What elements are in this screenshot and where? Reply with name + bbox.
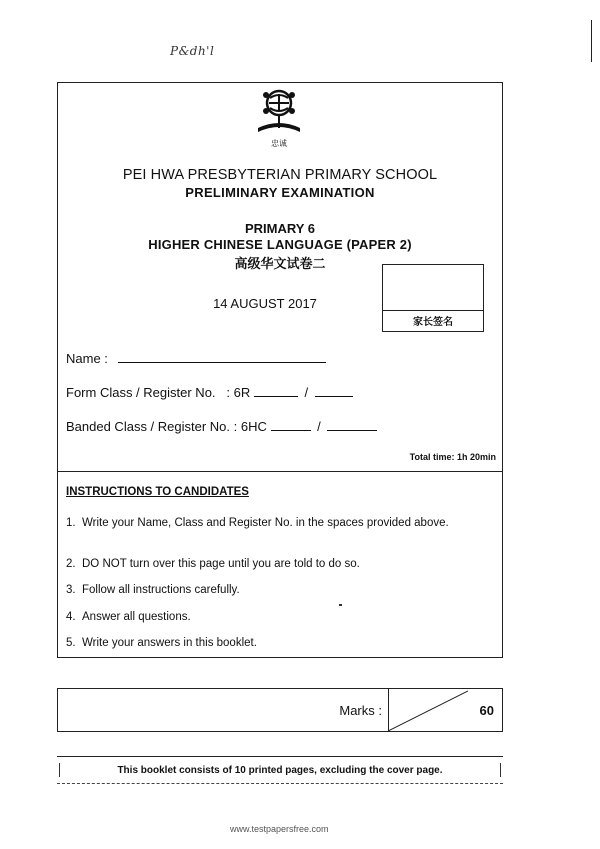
- parent-signature-box[interactable]: [382, 264, 484, 332]
- school-motto: 忠诚: [271, 139, 287, 148]
- banded-class-field: [66, 418, 377, 434]
- notice-text: This booklet consists of 10 printed pages, excluding the cover page.: [117, 765, 443, 776]
- form-class-label: Form Class / Register No. : 6R: [66, 385, 251, 400]
- form-register-input-line[interactable]: [315, 384, 353, 397]
- banded-class-label: Banded Class / Register No. : 6HC: [66, 419, 267, 434]
- instruction-text: Answer all questions.: [82, 611, 191, 623]
- instruction-number: 4.: [66, 611, 76, 623]
- paper-subject: HIGHER CHINESE LANGUAGE (PAPER 2): [148, 237, 412, 252]
- instruction-text: Write your Name, Class and Register No. in the spaces provided above.: [82, 517, 449, 529]
- instruction-number: 5.: [66, 637, 76, 649]
- instruction-item: [66, 583, 486, 597]
- stray-mark: [339, 604, 342, 606]
- total-time: Total time: 1h 20min: [409, 452, 496, 462]
- handwritten-mark: P&dh'l: [170, 44, 215, 58]
- page-count-notice: [57, 756, 503, 784]
- marks-diagonal: [388, 689, 468, 733]
- form-class-input-line[interactable]: [254, 384, 298, 397]
- name-input-line[interactable]: [118, 350, 326, 363]
- instruction-number: 3.: [66, 584, 76, 596]
- signature-divider: [383, 310, 483, 311]
- instruction-item: [66, 636, 486, 650]
- exam-date: 14 AUGUST 2017: [213, 296, 317, 311]
- form-class-separator: /: [304, 385, 309, 400]
- marks-box: [57, 688, 503, 732]
- footer-url: www.testpapersfree.com: [230, 824, 329, 834]
- form-class-field: [66, 384, 353, 400]
- paper-chinese-title: 高级华文试卷二: [234, 257, 326, 272]
- name-label: Name :: [66, 351, 108, 366]
- page-edge-mark: [591, 20, 592, 62]
- instruction-item: [66, 516, 486, 530]
- school-name: PEI HWA PRESBYTERIAN PRIMARY SCHOOL: [122, 167, 438, 183]
- instruction-number: 1.: [66, 517, 76, 529]
- banded-register-input-line[interactable]: [327, 418, 377, 431]
- instruction-text: Write your answers in this booklet.: [82, 637, 257, 649]
- banded-class-separator: /: [317, 419, 321, 434]
- instruction-item: [66, 610, 486, 624]
- banded-class-input-line[interactable]: [271, 418, 311, 431]
- instructions-heading: INSTRUCTIONS TO CANDIDATES: [66, 486, 249, 498]
- marks-total: 60: [479, 703, 494, 718]
- instruction-item: [66, 557, 486, 571]
- instruction-number: 2.: [66, 558, 76, 570]
- exam-title: PRELIMINARY EXAMINATION: [185, 185, 375, 200]
- instruction-text: DO NOT turn over this page until you are told to do so.: [82, 558, 360, 570]
- name-field: [66, 350, 326, 366]
- signature-label: 家长签名: [413, 317, 453, 328]
- paper-level: PRIMARY 6: [244, 221, 316, 236]
- section-divider: [57, 471, 503, 472]
- notice-right-edge: [500, 763, 501, 777]
- instruction-text: Follow all instructions carefully.: [82, 584, 240, 596]
- marks-label: Marks :: [339, 703, 382, 718]
